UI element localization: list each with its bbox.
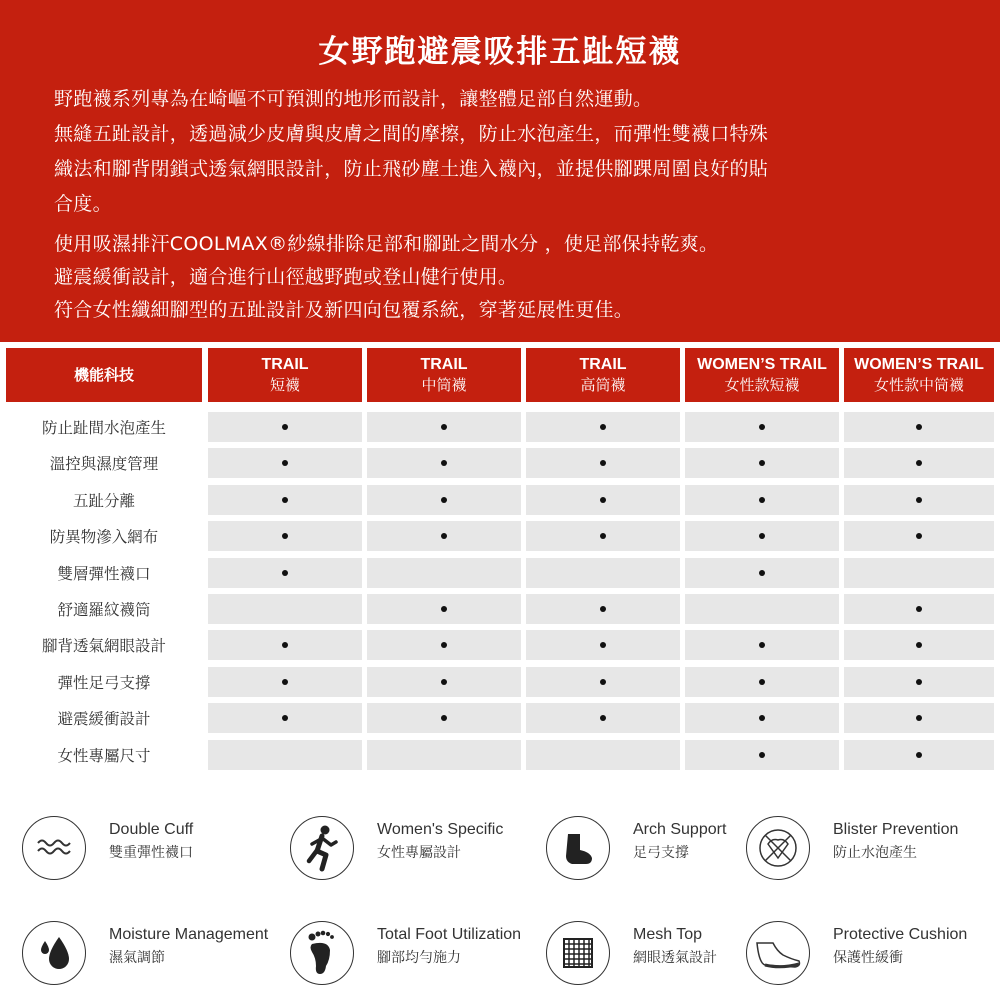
table-cell: [685, 485, 839, 515]
comparison-table: [0, 345, 1000, 775]
check-dot: [600, 497, 606, 503]
table-cell: [208, 630, 362, 660]
check-dot: [759, 424, 765, 430]
table-cell: [685, 448, 839, 478]
table-cell: [685, 521, 839, 551]
check-dot: [600, 679, 606, 685]
feature-label-en: Moisture Management: [109, 926, 269, 943]
description-line: 合度。: [54, 193, 112, 215]
check-dot: [916, 642, 922, 648]
table-cell: [367, 703, 521, 733]
table-cell: [685, 703, 839, 733]
table-cell: [526, 558, 680, 588]
column-header-line: TRAIL: [579, 356, 627, 373]
table-cell: [367, 412, 521, 442]
table-cell: [367, 448, 521, 478]
table-cell: [526, 740, 680, 770]
table-cell: [844, 594, 994, 624]
row-label: 腳背透氣網眼設計: [6, 630, 202, 660]
feature-label-en: Blister Prevention: [833, 821, 959, 838]
row-label: 防止趾間水泡產生: [6, 412, 202, 442]
column-header-line: WOMEN’S TRAIL: [854, 356, 984, 373]
row-label: 避震緩衝設計: [6, 703, 202, 733]
table-cell: [526, 667, 680, 697]
check-dot: [282, 715, 288, 721]
table-cell: [208, 485, 362, 515]
feature-label-en: Total Foot Utilization: [377, 926, 522, 943]
check-dot: [282, 424, 288, 430]
column-header: [685, 348, 839, 402]
runner-icon: [290, 816, 354, 880]
table-cell: [367, 485, 521, 515]
table-cell: [367, 630, 521, 660]
column-header-sub: 中筒襪: [421, 376, 467, 394]
check-dot: [600, 642, 606, 648]
check-dot: [441, 606, 447, 612]
table-cell: [208, 448, 362, 478]
feature-label-zh: 防止水泡產生: [833, 845, 917, 861]
check-dot: [759, 679, 765, 685]
column-header: [367, 348, 521, 402]
table-cell: [685, 558, 839, 588]
check-dot: [282, 497, 288, 503]
check-dot: [600, 460, 606, 466]
check-dot: [916, 424, 922, 430]
table-cell: [844, 558, 994, 588]
check-dot: [441, 460, 447, 466]
table-cell: [526, 594, 680, 624]
table-cell: [526, 412, 680, 442]
check-dot: [759, 497, 765, 503]
table-cell: [685, 667, 839, 697]
column-header-sub: 女性款中筒襪: [873, 376, 964, 394]
description-line: 使用吸濕排汗COOLMAX®紗線排除足部和腳趾之間水分 ，使足部保持乾爽。: [54, 233, 719, 255]
check-dot: [282, 533, 288, 539]
check-dot: [282, 679, 288, 685]
check-dot: [441, 533, 447, 539]
waves-icon: [22, 816, 86, 880]
check-dot: [600, 715, 606, 721]
sock-icon: [546, 816, 610, 880]
table-cell: [208, 594, 362, 624]
check-dot: [759, 715, 765, 721]
check-dot: [916, 497, 922, 503]
table-cell: [526, 521, 680, 551]
table-cell: [367, 594, 521, 624]
table-cell: [844, 412, 994, 442]
column-header-line: WOMEN’S TRAIL: [697, 356, 827, 373]
row-label: 舒適羅紋襪筒: [6, 594, 202, 624]
feature-label-zh: 保護性緩衝: [833, 950, 903, 966]
check-dot: [916, 533, 922, 539]
check-dot: [759, 533, 765, 539]
column-header-sub: 高筒襪: [580, 376, 626, 394]
table-cell: [685, 412, 839, 442]
check-dot: [441, 424, 447, 430]
column-header-sub: 女性款短襪: [724, 376, 800, 394]
check-dot: [759, 570, 765, 576]
check-dot: [282, 570, 288, 576]
check-dot: [441, 715, 447, 721]
description-line: 避震緩衝設計，適合進行山徑越野跑或登山健行使用。: [54, 266, 518, 288]
feature-label-zh: 足弓支撐: [633, 845, 689, 861]
feature-label-en: Women's Specific: [377, 821, 504, 838]
check-dot: [916, 715, 922, 721]
row-label: 彈性足弓支撐: [6, 667, 202, 697]
check-dot: [759, 642, 765, 648]
check-dot: [916, 606, 922, 612]
check-dot: [759, 752, 765, 758]
foot-cushion-icon: [746, 921, 810, 985]
table-cell: [844, 521, 994, 551]
column-header: [526, 348, 680, 402]
feature-label-en: Arch Support: [633, 821, 727, 838]
table-cell: [844, 703, 994, 733]
table-cell: [844, 448, 994, 478]
column-header: [208, 348, 362, 402]
table-cell: [685, 630, 839, 660]
description-line: 無縫五趾設計，透過減少皮膚與皮膚之間的摩擦，防止水泡產生，而彈性雙襪口特殊: [54, 123, 769, 145]
table-cell: [208, 412, 362, 442]
check-dot: [916, 460, 922, 466]
page-title: 女野跑避震吸排五趾短襪: [318, 34, 682, 70]
column-header-line: TRAIL: [420, 356, 468, 373]
table-cell: [367, 521, 521, 551]
table-cell: [685, 594, 839, 624]
description-line: 野跑襪系列專為在崎嶇不可預測的地形而設計，讓整體足部自然運動。: [54, 88, 653, 110]
table-cell: [685, 740, 839, 770]
description-line: 織法和腳背閉鎖式透氣網眼設計，防止飛砂塵土進入襪內，並提供腳踝周圍良好的貼: [54, 158, 769, 180]
check-dot: [600, 424, 606, 430]
table-cell: [367, 740, 521, 770]
table-cell: [844, 667, 994, 697]
table-cell: [208, 667, 362, 697]
table-cell: [844, 630, 994, 660]
check-dot: [600, 533, 606, 539]
column-header-sub: 短襪: [269, 376, 300, 394]
feature-label-zh: 網眼透氣設計: [633, 950, 717, 966]
table-cell: [844, 485, 994, 515]
header-banner: [0, 0, 1000, 342]
table-cell: [526, 448, 680, 478]
check-dot: [916, 679, 922, 685]
no-blister-icon: [746, 816, 810, 880]
table-cell: [367, 667, 521, 697]
description-line: 符合女性纖細腳型的五趾設計及新四向包覆系統，穿著延展性更佳。: [54, 299, 634, 321]
check-dot: [441, 497, 447, 503]
feature-label-zh: 腳部均勻施力: [377, 950, 461, 966]
footprint-icon: [290, 921, 354, 985]
table-cell: [526, 630, 680, 660]
row-label: 女性專屬尺寸: [6, 740, 202, 770]
row-label: 雙層彈性襪口: [6, 558, 202, 588]
feature-label-en: Double Cuff: [109, 821, 194, 838]
table-cell: [208, 703, 362, 733]
check-dot: [441, 642, 447, 648]
row-label: 溫控與濕度管理: [6, 448, 202, 478]
check-dot: [600, 606, 606, 612]
check-dot: [282, 460, 288, 466]
table-cell: [367, 558, 521, 588]
feature-label-en: Mesh Top: [633, 926, 703, 943]
droplets-icon: [22, 921, 86, 985]
mesh-icon: [546, 921, 610, 985]
table-cell: [208, 521, 362, 551]
check-dot: [282, 642, 288, 648]
row-label: 五趾分離: [6, 485, 202, 515]
row-label: 防異物滲入網布: [6, 521, 202, 551]
feature-label-zh: 濕氣調節: [109, 950, 165, 966]
check-dot: [916, 752, 922, 758]
feature-label-zh: 女性專屬設計: [377, 845, 461, 861]
check-dot: [759, 460, 765, 466]
feature-column-header: 機能科技: [6, 348, 202, 402]
check-dot: [441, 679, 447, 685]
feature-label-en: Protective Cushion: [833, 926, 968, 943]
column-header-line: TRAIL: [261, 356, 309, 373]
feature-label-zh: 雙重彈性襪口: [109, 845, 193, 861]
table-cell: [208, 740, 362, 770]
table-cell: [526, 485, 680, 515]
table-cell: [844, 740, 994, 770]
column-header: [844, 348, 994, 402]
table-cell: [208, 558, 362, 588]
table-cell: [526, 703, 680, 733]
